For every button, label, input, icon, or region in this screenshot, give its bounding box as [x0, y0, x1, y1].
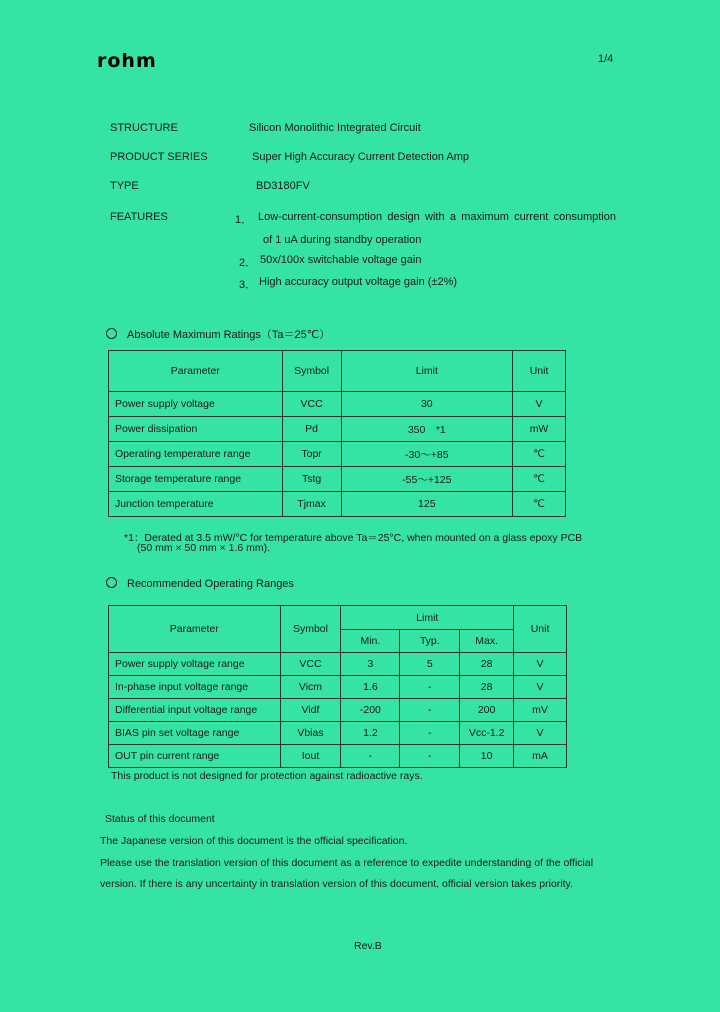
rec-op-table — [108, 605, 567, 768]
cell-symbol: VCC — [282, 392, 341, 417]
cell-max: Vcc-1.2 — [460, 722, 514, 745]
status-line-3: version. If there is any uncertainty in translation version of this document, official version takes priority. — [100, 878, 573, 890]
header-typ: Typ. — [400, 630, 460, 653]
header-symbol: Symbol — [280, 606, 341, 653]
cell-min: - — [341, 745, 400, 768]
cell-unit: ℃ — [513, 492, 566, 517]
table-header-row — [109, 606, 567, 630]
header-parameter: Parameter — [109, 351, 283, 392]
feature-2-number: 2． — [239, 257, 257, 269]
header-parameter: Parameter — [109, 606, 281, 653]
cell-max: 10 — [460, 745, 514, 768]
cell-symbol: Vbias — [280, 722, 341, 745]
cell-limit: 30 — [341, 392, 513, 417]
status-title: Status of this document — [105, 813, 215, 825]
cell-parameter: Power dissipation — [109, 417, 283, 442]
status-line-1: The Japanese version of this document is the official specification. — [100, 835, 408, 847]
abs-max-title — [106, 326, 330, 342]
type-value: BD3180FV — [256, 180, 310, 192]
cell-limit: -30～+85 — [341, 442, 513, 467]
circle-bullet-icon — [106, 328, 117, 339]
table-row — [109, 492, 566, 517]
rec-op-note: This product is not designed for protection against radioactive rays. — [111, 770, 423, 782]
feature-3-text: High accuracy output voltage gain (±2%) — [259, 276, 458, 288]
feature-1-text: Low-current-consumption design with a maximum current consumption — [258, 211, 616, 223]
cell-symbol: Tjmax — [282, 492, 341, 517]
cell-parameter: Junction temperature — [109, 492, 283, 517]
cell-max: 28 — [460, 676, 514, 699]
cell-unit: mA — [514, 745, 567, 768]
feature-1-text-cont: of 1 uA during standby operation — [263, 234, 422, 246]
cell-max: 28 — [460, 653, 514, 676]
cell-parameter: Operating temperature range — [109, 442, 283, 467]
cell-min: 3 — [341, 653, 400, 676]
table-row — [109, 467, 566, 492]
cell-symbol: Pd — [282, 417, 341, 442]
product-series-label: PRODUCT SERIES — [110, 151, 208, 163]
product-series-value: Super High Accuracy Current Detection Amp — [252, 151, 470, 163]
abs-max-title-text: Absolute Maximum Ratings（Ta＝25℃） — [127, 329, 331, 341]
rohm-logo: rohm — [97, 50, 157, 72]
page-number: 1/4 — [598, 53, 614, 65]
circle-bullet-icon — [106, 577, 117, 588]
cell-parameter: BIAS pin set voltage range — [109, 722, 281, 745]
status-line-2: Please use the translation version of this document as a reference to expedite understanding of the official — [100, 857, 594, 869]
cell-limit: -55～+125 — [341, 467, 513, 492]
header-limit: Limit — [341, 351, 513, 392]
cell-symbol: Iout — [280, 745, 341, 768]
cell-parameter: In-phase input voltage range — [109, 676, 281, 699]
cell-typ: - — [400, 699, 460, 722]
cell-parameter: Power supply voltage — [109, 392, 283, 417]
abs-max-footnote: *1：Derated at 3.5 mW/°C for temperature above Ta＝25°C, when mounted on a glass epoxy PCB — [124, 532, 583, 544]
cell-parameter: Differential input voltage range — [109, 699, 281, 722]
cell-max: 200 — [460, 699, 514, 722]
header-symbol: Symbol — [282, 351, 341, 392]
table-row — [109, 653, 567, 676]
cell-symbol: Tstg — [282, 467, 341, 492]
cell-typ: - — [400, 745, 460, 768]
cell-typ: - — [400, 722, 460, 745]
cell-parameter: Power supply voltage range — [109, 653, 281, 676]
cell-typ: 5 — [400, 653, 460, 676]
table-header-row — [109, 351, 566, 392]
abs-max-footnote-cont: (50 mm × 50 mm × 1.6 mm). — [137, 542, 271, 554]
table-row — [109, 442, 566, 467]
cell-typ: - — [400, 676, 460, 699]
cell-limit: 125 — [341, 492, 513, 517]
cell-parameter: Storage temperature range — [109, 467, 283, 492]
cell-unit: ℃ — [513, 467, 566, 492]
structure-value: Silicon Monolithic Integrated Circuit — [249, 122, 421, 134]
rec-op-title-text: Recommended Operating Ranges — [127, 578, 294, 590]
cell-unit: V — [514, 722, 567, 745]
cell-parameter: OUT pin current range — [109, 745, 281, 768]
cell-symbol: Vidf — [280, 699, 341, 722]
header-limit: Limit — [341, 606, 514, 630]
header-max: Max. — [460, 630, 514, 653]
cell-symbol: Topr — [282, 442, 341, 467]
table-row — [109, 676, 567, 699]
table-row — [109, 699, 567, 722]
rec-op-title — [106, 577, 294, 590]
table-row — [109, 722, 567, 745]
cell-unit: ℃ — [513, 442, 566, 467]
cell-min: 1.6 — [341, 676, 400, 699]
header-unit: Unit — [513, 351, 566, 392]
structure-label: STRUCTURE — [110, 122, 178, 134]
cell-min: -200 — [341, 699, 400, 722]
feature-1-number: 1． — [235, 214, 253, 226]
abs-max-table — [108, 350, 566, 517]
table-row — [109, 392, 566, 417]
cell-min: 1.2 — [341, 722, 400, 745]
cell-unit: V — [513, 392, 566, 417]
cell-unit: mV — [514, 699, 567, 722]
cell-unit: mW — [513, 417, 566, 442]
cell-symbol: Vicm — [280, 676, 341, 699]
table-row — [109, 745, 567, 768]
header-unit: Unit — [514, 606, 567, 653]
cell-unit: V — [514, 676, 567, 699]
feature-2-text: 50x/100x switchable voltage gain — [260, 254, 422, 266]
header-min: Min. — [341, 630, 400, 653]
revision: Rev.B — [354, 940, 382, 952]
feature-3-number: 3． — [239, 279, 257, 291]
table-row — [109, 417, 566, 442]
features-label: FEATURES — [110, 211, 168, 223]
cell-limit: 350 *1 — [341, 417, 513, 442]
type-label: TYPE — [110, 180, 139, 192]
cell-unit: V — [514, 653, 567, 676]
cell-symbol: VCC — [280, 653, 341, 676]
